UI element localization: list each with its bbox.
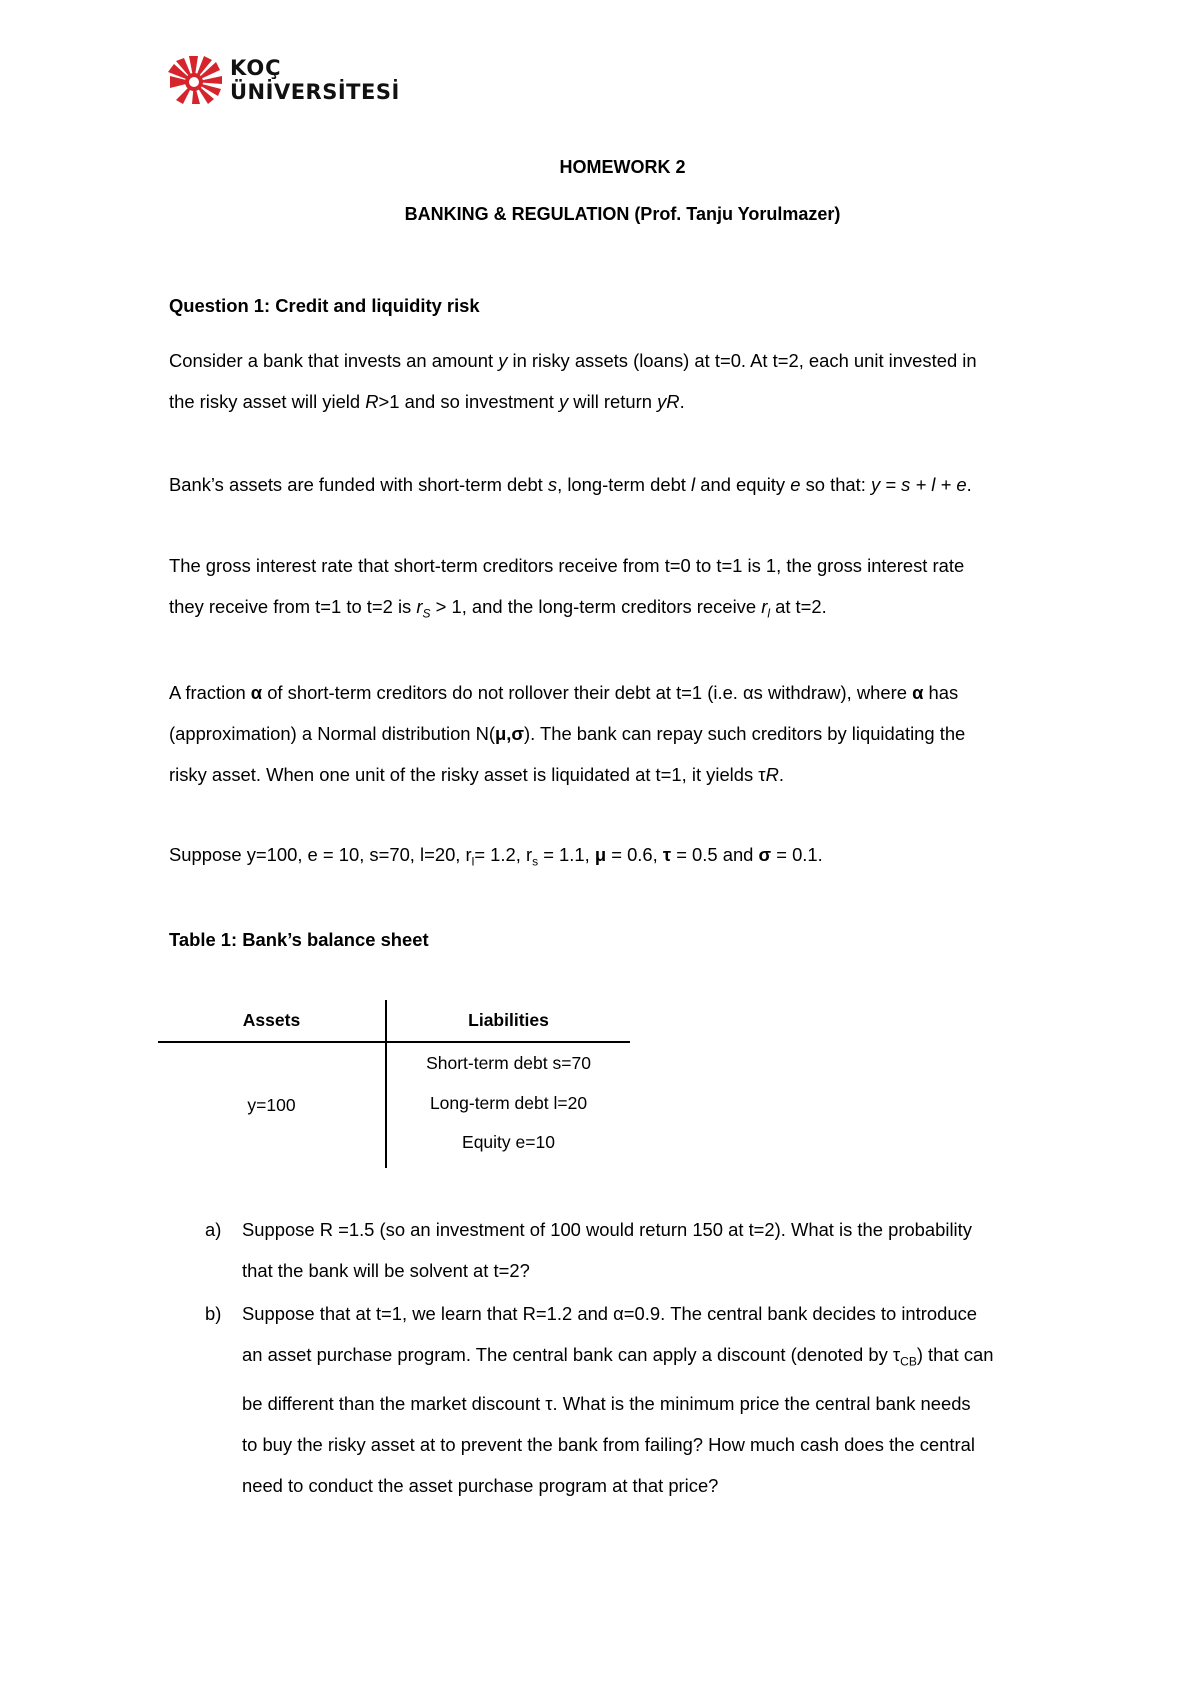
question-a-label: a)	[205, 1219, 222, 1240]
paragraph-3: The gross interest rate that short-term creditors receive from t=0 to t=1 is 1, the gross interest rate they receive from t=1 to t=2 is $r_S > 1$, and the long-term creditors receive $r_l$ at t=2.	[169, 555, 965, 621]
question-a	[205, 1209, 1085, 1291]
question-b-label: b)	[205, 1303, 222, 1324]
question-heading: Question 1: Credit and liquidity risk	[169, 295, 480, 316]
paragraph-1: Consider a bank that invests an amount y in risky assets (loans) at t=0. At t=2, each unit invested in the risky asset will yield R>1 and so investment y will return yR.	[169, 350, 977, 412]
question-b-line4: to buy the risky asset at to prevent the bank from failing? How much cash does the central	[242, 1433, 975, 1455]
homework-title: HOMEWORK 2	[559, 157, 686, 177]
table-cell-asset-value: y=100	[158, 1042, 386, 1168]
question-b-line5: need to conduct the asset purchase program at that price?	[242, 1474, 719, 1496]
table-caption: Table 1: Bank’s balance sheet	[169, 929, 429, 950]
table-header-row	[158, 1000, 630, 1042]
balance-sheet-table	[158, 1000, 630, 1168]
question-b-line2: an asset purchase program. The central bank can apply a discount (denoted by $\tau_{CB}$) that can	[242, 1344, 994, 1369]
logo-text-universitesi: ÜNİVERSİTESİ	[230, 80, 400, 104]
course-title: BANKING & REGULATION (Prof. Tanju Yorulmazer)	[404, 204, 841, 224]
table-cell-liability: Equity e=10	[462, 1132, 555, 1152]
question-a-line1: Suppose R =1.5 (so an investment of 100 would return 150 at t=2). What is the probability	[242, 1219, 972, 1240]
question-b-line3: be different than the market discount τ. What is the minimum price the central bank needs	[242, 1392, 971, 1414]
table-header-liabilities: Liabilities	[386, 1000, 630, 1042]
table-row	[158, 1042, 630, 1083]
sunburst-logo-icon	[168, 56, 224, 104]
paragraph-5-parameters: Suppose y=100, e = 10, s=70, l=20, $r_l= 1.2$, $r_s = 1.1$, μ = 0.6, τ = 0.5 and σ = 0.1.	[169, 844, 823, 869]
logo-text-koc: KOÇ	[230, 56, 282, 80]
question-b-line1: Suppose that at t=1, we learn that R=1.2 and α=0.9. The central bank decides to introduce	[242, 1303, 977, 1324]
table-header-assets: Assets	[158, 1000, 386, 1042]
table-cell-liability: Short-term debt s=70	[426, 1052, 591, 1073]
table-cell-liability: Long-term debt l=20	[429, 1093, 588, 1113]
paragraph-4: A fraction α of short-term creditors do not rollover their debt at t=1 (i.e. αs withdraw), where α has (approximation) a Normal distribution N(μ,σ). The bank can repay such creditors by liquidating the risky asset. When one unit of the risky asset is liquidated at t=1, it yields τR.	[169, 682, 966, 785]
university-logo	[168, 56, 408, 108]
question-b	[205, 1293, 1085, 1506]
paragraph-2: Bank’s assets are funded with short-term debt s, long-term debt l and equity e so that: y = s + l + e.	[169, 474, 972, 495]
question-a-line2: that the bank will be solvent at t=2?	[242, 1260, 530, 1281]
